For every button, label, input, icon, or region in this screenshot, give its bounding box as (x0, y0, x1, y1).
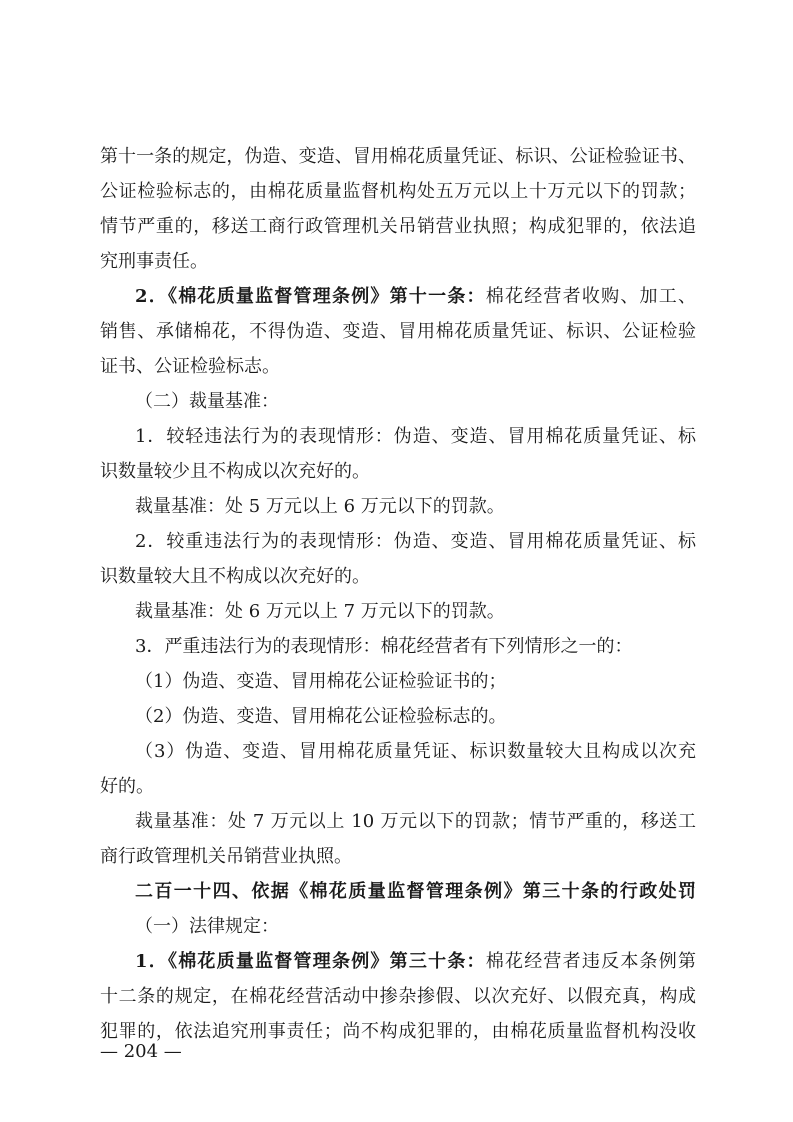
page-number: — 204 — (100, 1041, 182, 1062)
section-heading-legal: （一）法律规定： (135, 916, 279, 937)
body-line-2: 公证检验标志的，由棉花质量监督机构处五万元以上十万元以下的罚款； (100, 181, 696, 202)
article-11-text: 棉花经营者收购、加工、 (485, 286, 696, 307)
body-line-3: 情节严重的，移送工商行政管理机关吊销营业执照；构成犯罪的，依法追 (100, 216, 696, 237)
severe-item-2: （2）伪造、变造、冒用棉花公证检验标志的。 (135, 706, 507, 727)
severe-item-3: （3）伪造、变造、冒用棉花质量凭证、标识数量较大且构成以次充 (135, 741, 696, 762)
minor-violation-line: 1．较轻违法行为的表现情形：伪造、变造、冒用棉花质量凭证、标 (135, 426, 696, 447)
major-violation-line: 2．较重违法行为的表现情形：伪造、变造、冒用棉花质量凭证、标 (135, 531, 696, 552)
item-214-heading: 二百一十四、依据《棉花质量监督管理条例》第三十条的行政处罚 (135, 881, 696, 902)
major-penalty-line: 裁量基准：处 6 万元以上 7 万元以下的罚款。 (135, 601, 505, 622)
minor-penalty-line: 裁量基准：处 5 万元以上 6 万元以下的罚款。 (135, 496, 505, 517)
body-line-26: 犯罪的，依法追究刑事责任；尚不构成犯罪的，由棉花质量监督机构没收 (100, 1021, 696, 1042)
body-line-6: 销售、承储棉花，不得伪造、变造、冒用棉花质量凭证、标识、公证检验 (100, 321, 696, 342)
body-line-25: 十二条的规定，在棉花经营活动中掺杂掺假、以次充好、以假充真，构成 (100, 986, 696, 1007)
article-11-line (135, 285, 696, 309)
severe-item-1: （1）伪造、变造、冒用棉花公证检验证书的； (135, 671, 507, 692)
severe-violation-line: 3．严重违法行为的表现情形：棉花经营者有下列情形之一的： (135, 636, 633, 657)
article-30-citation: 1．《棉花质量监督管理条例》第三十条： (135, 951, 486, 972)
body-line-4: 究刑事责任。 (100, 251, 208, 272)
article-30-text: 棉花经营者违反本条例第 (485, 951, 696, 972)
body-line-10: 识数量较少且不构成以次充好的。 (100, 461, 370, 482)
section-heading-discretion: （二）裁量基准： (135, 391, 279, 412)
body-line-1: 第十一条的规定，伪造、变造、冒用棉花质量凭证、标识、公证检验证书、 (100, 146, 696, 167)
body-line-7: 证书、公证检验标志。 (100, 356, 280, 377)
body-line-13: 识数量较大且不构成以次充好的。 (100, 566, 370, 587)
article-30-line (135, 950, 696, 974)
body-line-19: 好的。 (100, 776, 154, 797)
severe-penalty-line: 裁量基准：处 7 万元以上 10 万元以下的罚款；情节严重的，移送工 (135, 811, 696, 832)
article-11-citation: 2．《棉花质量监督管理条例》第十一条： (135, 286, 486, 307)
body-line-21: 商行政管理机关吊销营业执照。 (100, 846, 352, 867)
